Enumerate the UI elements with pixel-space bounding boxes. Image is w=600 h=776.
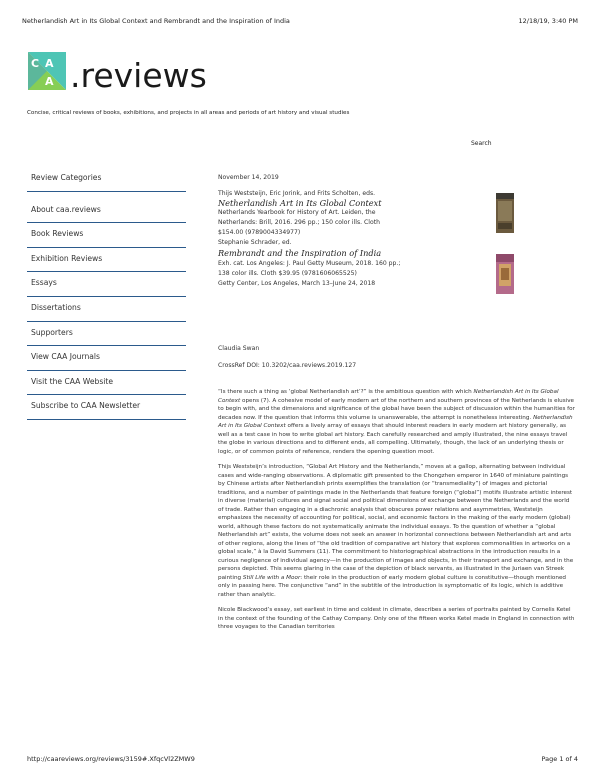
logo-wordmark: .reviews [70,56,207,94]
sidebar-item-review-categories[interactable]: Review Categories [27,167,186,192]
review-byline [218,344,488,371]
logo-letter-a2: A [45,75,54,88]
book1-pub-line2: Netherlands: Brill, 2016. 296 pp.; 150 color ills. Cloth [218,219,380,227]
sidebar-item-book-reviews[interactable]: Book Reviews [27,223,186,248]
paragraph-3: Nicole Blackwood’s essay, set earliest in time and coldest in climate, describes a series of portraits painted by Cornelis Ketel in the context of the founding of the Cathay Company. Only one of the fifteen works Ketel made in England in connection with three voyages to the Canadian territories [218,607,575,630]
sidebar-item-caa-journals[interactable]: View CAA Journals [27,346,186,371]
doi-link[interactable]: CrossRef DOI: 10.3202/caa.reviews.2019.127 [218,361,357,369]
search-link[interactable]: Search [471,140,492,147]
review-metadata [218,173,488,289]
caa-logo-mark [28,52,228,94]
book1-cover-image [496,193,514,233]
book1-pub-line1: Netherlands Yearbook for History of Art. Leiden, the [218,209,376,217]
book2-cover-image [496,254,514,294]
reviewer-name: Claudia Swan [218,345,260,352]
sidebar-item-caa-website[interactable]: Visit the CAA Website [27,371,186,396]
book2-venue: Getty Center, Los Angeles, March 13–June 24, 2018 [218,279,376,287]
site-tagline: Concise, critical reviews of books, exhibitions, and projects in all areas and periods of art history and visual studies [27,110,350,116]
sidebar-item-supporters[interactable]: Supporters [27,322,186,347]
footer-url: http://caareviews.org/reviews/3159#.XfqcVl2ZMW9 [27,755,195,763]
sidebar-nav [27,167,186,420]
book2-editor: Stephanie Schrader, ed. [218,238,292,246]
book1-pub-line3: $154.00 (9789004334977) [218,228,301,236]
book2-pub-line2: 138 color ills. Cloth $39.95 (9781606065525) [218,270,357,278]
book1-authors: Thijs Weststeijn, Eric Jorink, and Frits Scholten, eds. [218,189,376,197]
sidebar-item-exhibition-reviews[interactable]: Exhibition Reviews [27,248,186,273]
logo-letter-c: C [31,57,40,70]
sidebar-item-about[interactable]: About caa.reviews [27,199,186,224]
sidebar-item-essays[interactable]: Essays [27,272,186,297]
review-body [218,388,576,639]
logo-letter-a1: A [45,57,54,70]
caa-reviews-logo[interactable] [28,52,228,94]
book2-title: Rembrandt and the Inspiration of India [218,247,382,258]
sidebar-item-newsletter[interactable]: Subscribe to CAA Newsletter [27,395,186,420]
print-header-timestamp: 12/18/19, 3:40 PM [518,17,578,25]
review-date: November 14, 2019 [218,174,279,181]
book2-pub-line1: Exh. cat. Los Angeles: J. Paul Getty Museum, 2018. 160 pp.; [218,260,401,268]
sidebar-item-dissertations[interactable]: Dissertations [27,297,186,322]
paragraph-2: Thijs Weststeijn’s introduction, “Global Art History and the Netherlands,” moves at a gallop, alternating between individual cases and wide-ranging observations. A diplomatic gift presented to the Chongzhen emperor in 1640 of miniature paintings by Chinese artists after Netherlandish prints exemplifies the translation (or “transmediality”) of images and pictorial traditions, and a number of paintings made in the Netherlands that feature foreign (“global”) motifs illustrate artistic interest in diverse (material) cultures and signal social and political dimensions of exchange between the Netherlands and the world of trade. Rather than engaging in a diachronic analysis that obscures power relations and asymmetries, Weststeijn emphasizes the necessity of accounting for political, social, and economic factors in the making of the early modern (global) world, although these factors do not systematically animate the individual essays. To the question of whether a “global Netherlandish art” exists, the volume does not seek an answer in horizontal connections between Netherlandish art and arts of other regions, along the lines of “the old tradition of comparative art history that explores commonalities in artworks on a global scale,” à la David Summers (11). The commitment to historiographical abstractions in the introduction results in a curious negligence of individual agency—in the production of images and objects, in their transport and exchange, and in the persons depicted. This seems glaring in the case of the depiction of black servants, as illustrated in the Juriaen van Streek painting Still Life with a Moor: their role in the production of early modern global culture is constitutive—though mentioned only in passing here. The conjunctive “and” in the subtitle of the introduction is symptomatic of its logic, which is additive rather than analytic. [218,464,574,598]
paragraph-1: “Is there such a thing as ‘global Netherlandish art’?” is the ambitious question with which Netherlandish Art in Its Global Context opens (7). A cohesive model of early modern art of the northern and southern provinces of the Netherlands is elusive to begin with, and the dimensions and significance of the global have been the subject of discussion within the humanities for decades now. If the question that informs this volume is unanswerable, the attempt is nonetheless interesting. Netherlandish Art in Its Global Context offers a lively array of essays that should interest readers in early modern art history generally, as well as a test case in how to write global art history. Each carefully researched and amply illustrated, the nine essays travel the globe in various directions and to different ends, all compelling. Ultimately, though, the lack of an underlying thesis or logic, or of common points of reference, renders the opening question moot. [218,389,575,455]
book1-title: Netherlandish Art in Its Global Context [218,197,382,208]
footer-page-number: Page 1 of 4 [541,755,578,763]
print-header-title: Netherlandish Art in Its Global Context and Rembrandt and the Inspiration of India [22,17,290,25]
